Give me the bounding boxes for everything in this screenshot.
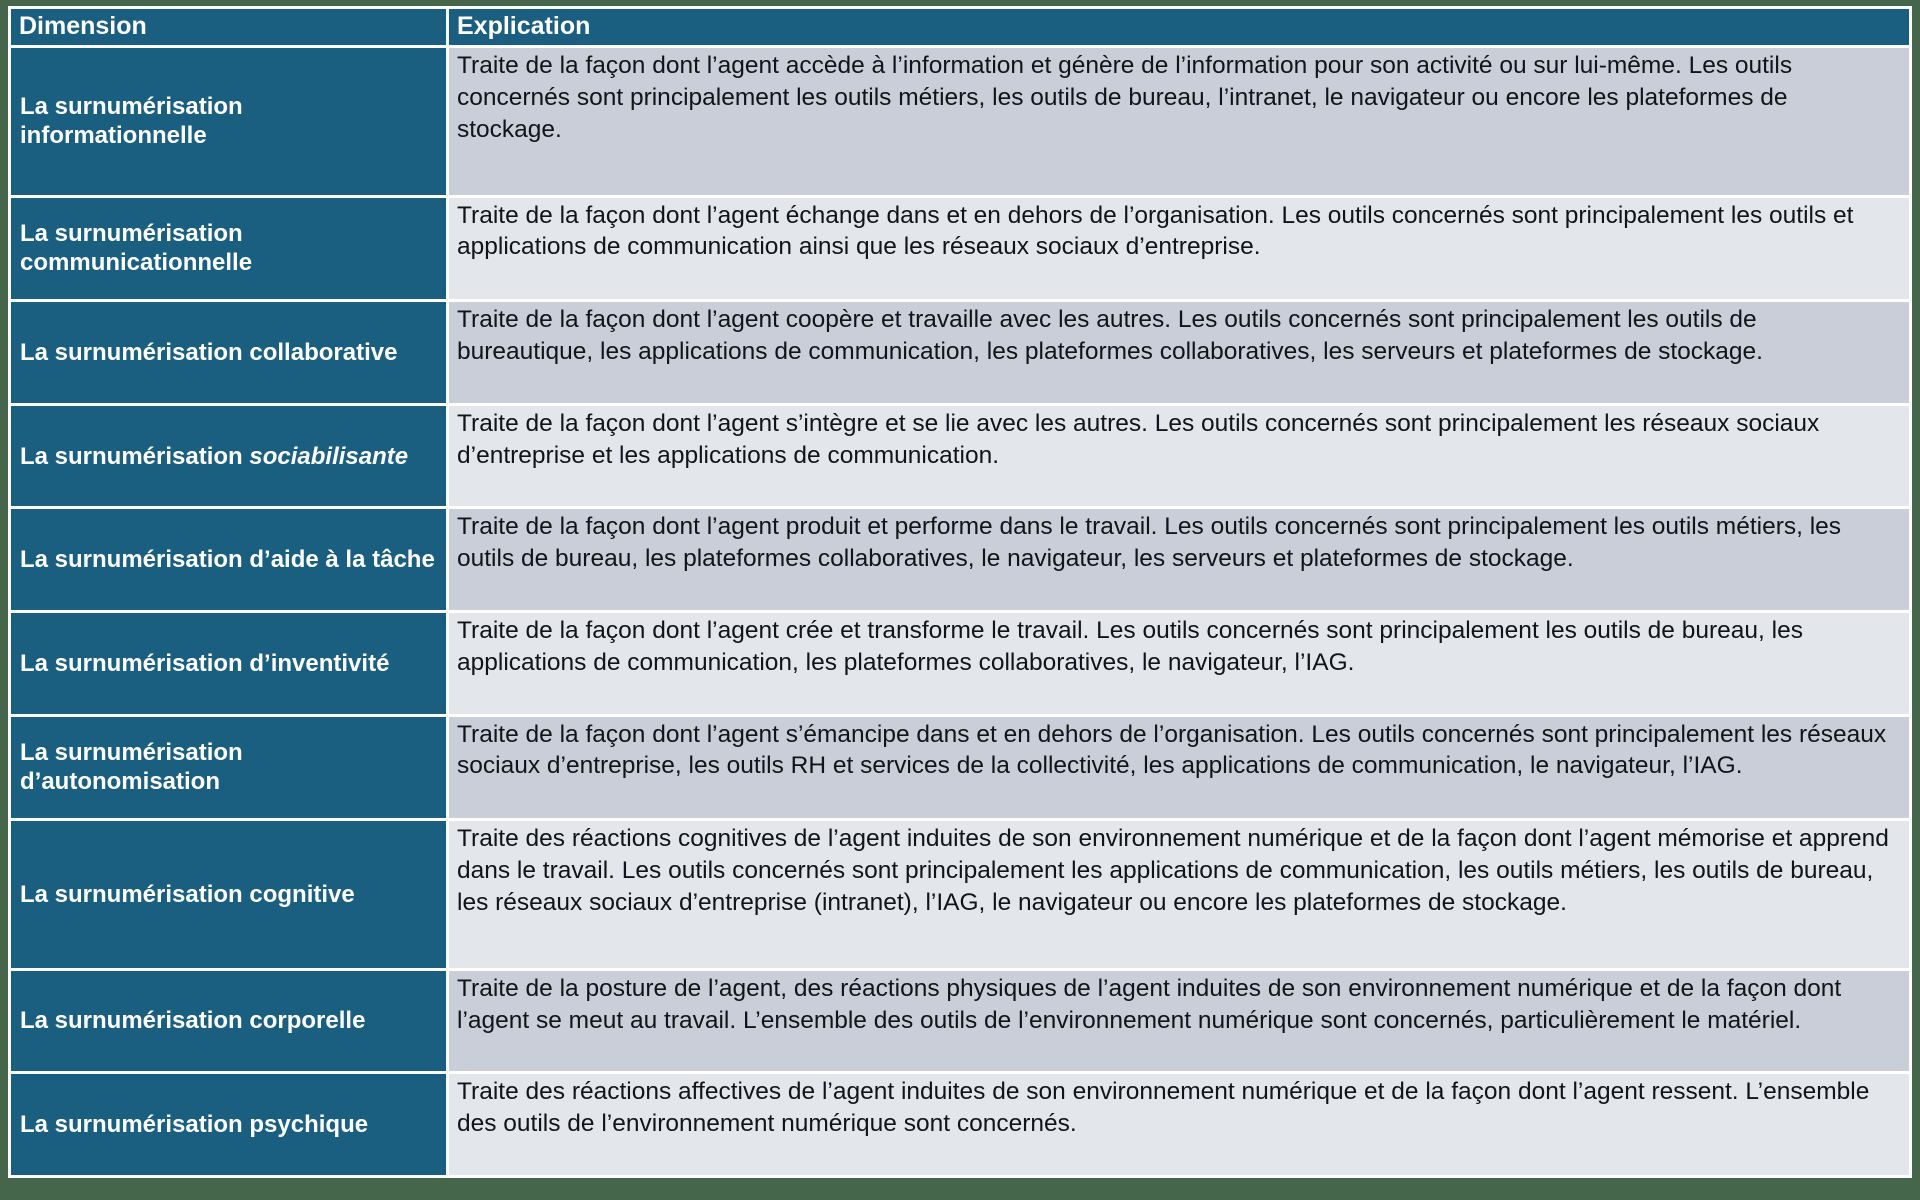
header-row	[11, 9, 1909, 45]
dimension-label-emphasis: sociabilisante	[249, 442, 409, 470]
explication-cell: Traite de la façon dont l’agent crée et transforme le travail. Les outils concernés sont principalement les outils de bureau, les applications de communication, les plateformes collaboratives, le navigateur, l’IAG.	[449, 613, 1909, 714]
explication-cell: Traite de la façon dont l’agent produit et performe dans le travail. Les outils concernés sont principalement les outils métiers, les outils de bureau, les plateformes collaboratives, le navigateur, les serveurs et plateformes de stockage.	[449, 509, 1909, 610]
table-row	[11, 509, 1909, 610]
explication-cell: Traite de la façon dont l’agent s’émancipe dans et en dehors de l’organisation. Les outils concernés sont principalement les réseaux sociaux d’entreprise, les outils RH et services de la collectivité, les applications de communication, le navigateur, l’IAG.	[449, 717, 1909, 819]
dimension-label: La surnumérisation	[20, 442, 250, 470]
table-row	[11, 198, 1909, 300]
table-header	[11, 9, 1909, 45]
dimension-cell	[11, 48, 446, 195]
dimension-label: La surnumérisation informationnelle	[20, 92, 243, 150]
dimension-cell	[11, 971, 446, 1072]
dimension-label: La surnumérisation cognitive	[20, 880, 355, 908]
dimension-cell	[11, 302, 446, 403]
explication-cell: Traite de la façon dont l’agent échange dans et en dehors de l’organisation. Les outils concernés sont principalement les outils et applications de communication ainsi que les réseaux sociaux d’entreprise.	[449, 198, 1909, 300]
column-header-dimension: Dimension	[11, 9, 446, 45]
explication-cell: Traite de la façon dont l’agent coopère et travaille avec les autres. Les outils concernés sont principalement les outils de bureautique, les applications de communication, les plateformes collaboratives, les serveurs et plateformes de stockage.	[449, 302, 1909, 403]
dimension-label: La surnumérisation corporelle	[20, 1007, 366, 1035]
table-container	[8, 6, 1912, 1178]
dimension-label: La surnumérisation communicationnelle	[20, 220, 253, 277]
dimension-label: La surnumérisation collaborative	[20, 338, 398, 366]
explication-cell: Traite des réactions cognitives de l’agent induites de son environnement numérique et de la façon dont l’agent mémorise et apprend dans le travail. Les outils concernés sont principalement les applications de communication, les outils métiers, les outils de bureau, les réseaux sociaux d’entreprise (intranet), l’IAG, le navigateur ou encore les plateformes de stockage.	[449, 821, 1909, 968]
dimension-label: La surnumérisation d’inventivité	[20, 649, 390, 677]
table-row	[11, 821, 1909, 968]
dimension-cell	[11, 509, 446, 610]
column-header-explication: Explication	[449, 9, 1909, 45]
explication-cell: Traite de la posture de l’agent, des réactions physiques de l’agent induites de son environnement numérique et de la façon dont l’agent se meut au travail. L’ensemble des outils de l’environnement numérique sont concernés, particulièrement le matériel.	[449, 971, 1909, 1072]
dimension-label: La surnumérisation psychique	[20, 1111, 369, 1139]
table-row	[11, 717, 1909, 819]
explication-cell: Traite de la façon dont l’agent s’intègre et se lie avec les autres. Les outils concernés sont principalement les réseaux sociaux d’entreprise et les applications de communication.	[449, 406, 1909, 507]
table-row	[11, 971, 1909, 1072]
table-row	[11, 406, 1909, 507]
table-row	[11, 1074, 1909, 1175]
dimension-cell	[11, 1074, 446, 1175]
dimension-cell	[11, 717, 446, 819]
dimension-label: La surnumérisation d’aide à la tâche	[20, 546, 435, 574]
table-body	[11, 48, 1909, 1175]
explication-cell: Traite des réactions affectives de l’agent induites de son environnement numérique et de la façon dont l’agent ressent. L’ensemble des outils de l’environnement numérique sont concernés.	[449, 1074, 1909, 1175]
dimension-cell	[11, 613, 446, 714]
dimensions-table	[8, 6, 1912, 1178]
table-row	[11, 302, 1909, 403]
dimension-cell	[11, 821, 446, 968]
explication-cell: Traite de la façon dont l’agent accède à l’information et génère de l’information pour son activité ou sur lui-même. Les outils concernés sont principalement les outils métiers, les outils de bureau, l’intranet, le navigateur ou encore les plateformes de stockage.	[449, 48, 1909, 195]
table-row	[11, 613, 1909, 714]
table-row	[11, 48, 1909, 195]
dimension-label: La surnumérisation d’autonomisation	[20, 739, 243, 796]
dimension-cell	[11, 406, 446, 507]
dimension-cell	[11, 198, 446, 300]
